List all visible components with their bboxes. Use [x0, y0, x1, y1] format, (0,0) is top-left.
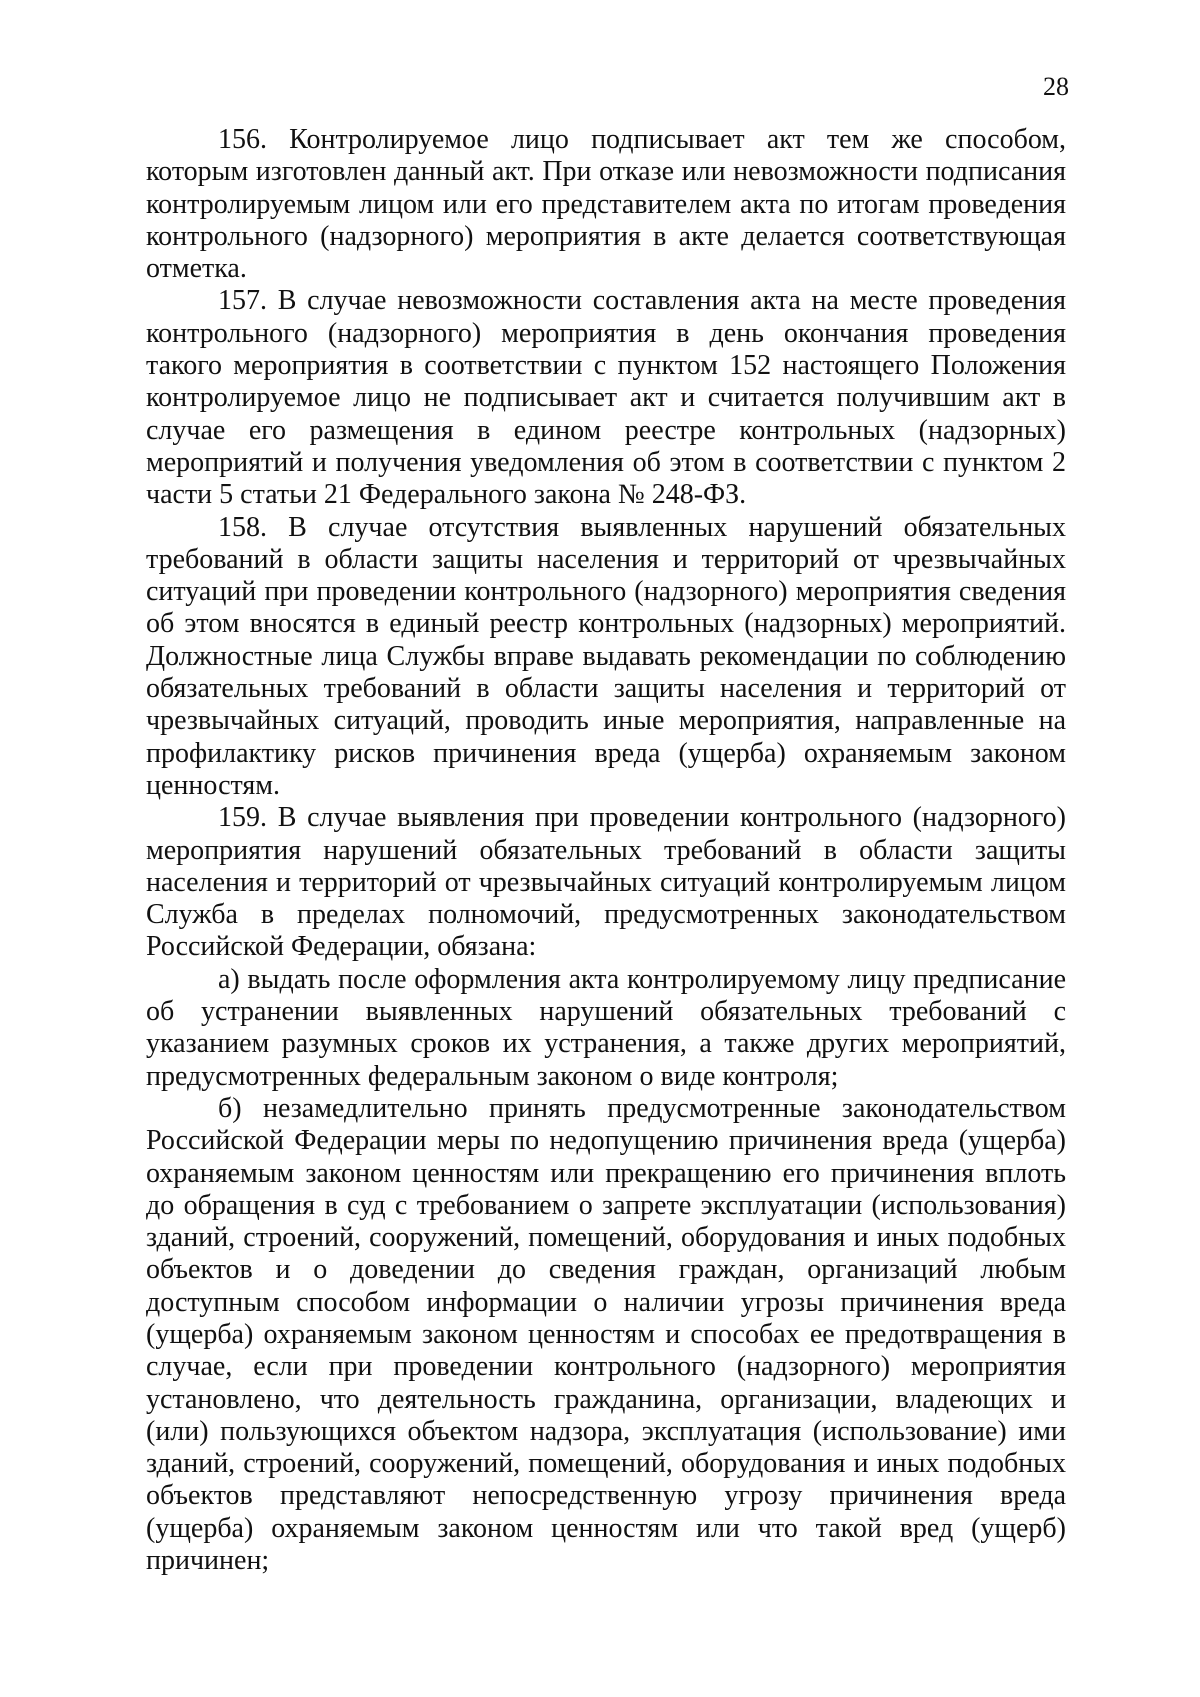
- paragraph-157: 157. В случае невозможности составления акта на месте проведения контрольного (надзорного) мероприятия в день окончания проведения такого мероприятия в соответствии с пунктом 152 настоящего Положения контролируемое лицо не подписывает акт и считается получившим акт в случае его размещения в едином реестре контрольных (надзорных) мероприятий и получения уведомления об этом в соответствии с пунктом 2 части 5 статьи 21 Федерального закона № 248-ФЗ.: [146, 285, 1066, 511]
- paragraph-159-item-b: б) незамедлительно принять предусмотренные законодательством Российской Федерации меры по недопущению причинения вреда (ущерба) охраняемым законом ценностям или прекращению его причинения вплоть до обращения в суд с требованием о запрете эксплуатации (использования) зданий, строений, сооружений, помещений, оборудования и иных подобных объектов и о доведении до сведения граждан, организаций любым доступным способом информации о наличии угрозы причинения вреда (ущерба) охраняемым законом ценностям и способах ее предотвращения в случае, если при проведении контрольного (надзорного) мероприятия установлено, что деятельность гражданина, организации, владеющих и (или) пользующихся объектом надзора, эксплуатация (использование) ими зданий, строений, сооружений, помещений, оборудования и иных подобных объектов представляют непосредственную угрозу причинения вреда (ущерба) охраняемым законом ценностям или что такой вред (ущерб) причинен;: [146, 1092, 1066, 1577]
- paragraph-159: 159. В случае выявления при проведении контрольного (надзорного) мероприятия нарушений обязательных требований в области защиты населения и территорий от чрезвычайных ситуаций контролируемым лицом Служба в пределах полномочий, предусмотренных законодательством Российской Федерации, обязана:: [146, 802, 1066, 963]
- paragraph-156: 156. Контролируемое лицо подписывает акт тем же способом, которым изготовлен данный акт. При отказе или невозможности подписания контролируемым лицом или его представителем акта по итогам проведения контрольного (надзорного) мероприятия в акте делается соответствующая отметка.: [146, 124, 1066, 285]
- page-number: 28: [1043, 72, 1069, 101]
- paragraph-158: 158. В случае отсутствия выявленных нарушений обязательных требований в области защиты населения и территорий от чрезвычайных ситуаций при проведении контрольного (надзорного) мероприятия сведения об этом вносятся в единый реестр контрольных (надзорных) мероприятий. Должностные лица Службы вправе выдавать рекомендации по соблюдению обязательных требований в области защиты населения и территорий от чрезвычайных ситуаций, проводить иные мероприятия, направленные на профилактику рисков причинения вреда (ущерба) охраняемым законом ценностям.: [146, 511, 1066, 801]
- paragraph-159-item-a: а) выдать после оформления акта контролируемому лицу предписание об устранении выявленных нарушений обязательных требований с указанием разумных сроков их устранения, а также других мероприятий, предусмотренных федеральным законом о виде контроля;: [146, 963, 1066, 1092]
- document-body: [146, 124, 1066, 1577]
